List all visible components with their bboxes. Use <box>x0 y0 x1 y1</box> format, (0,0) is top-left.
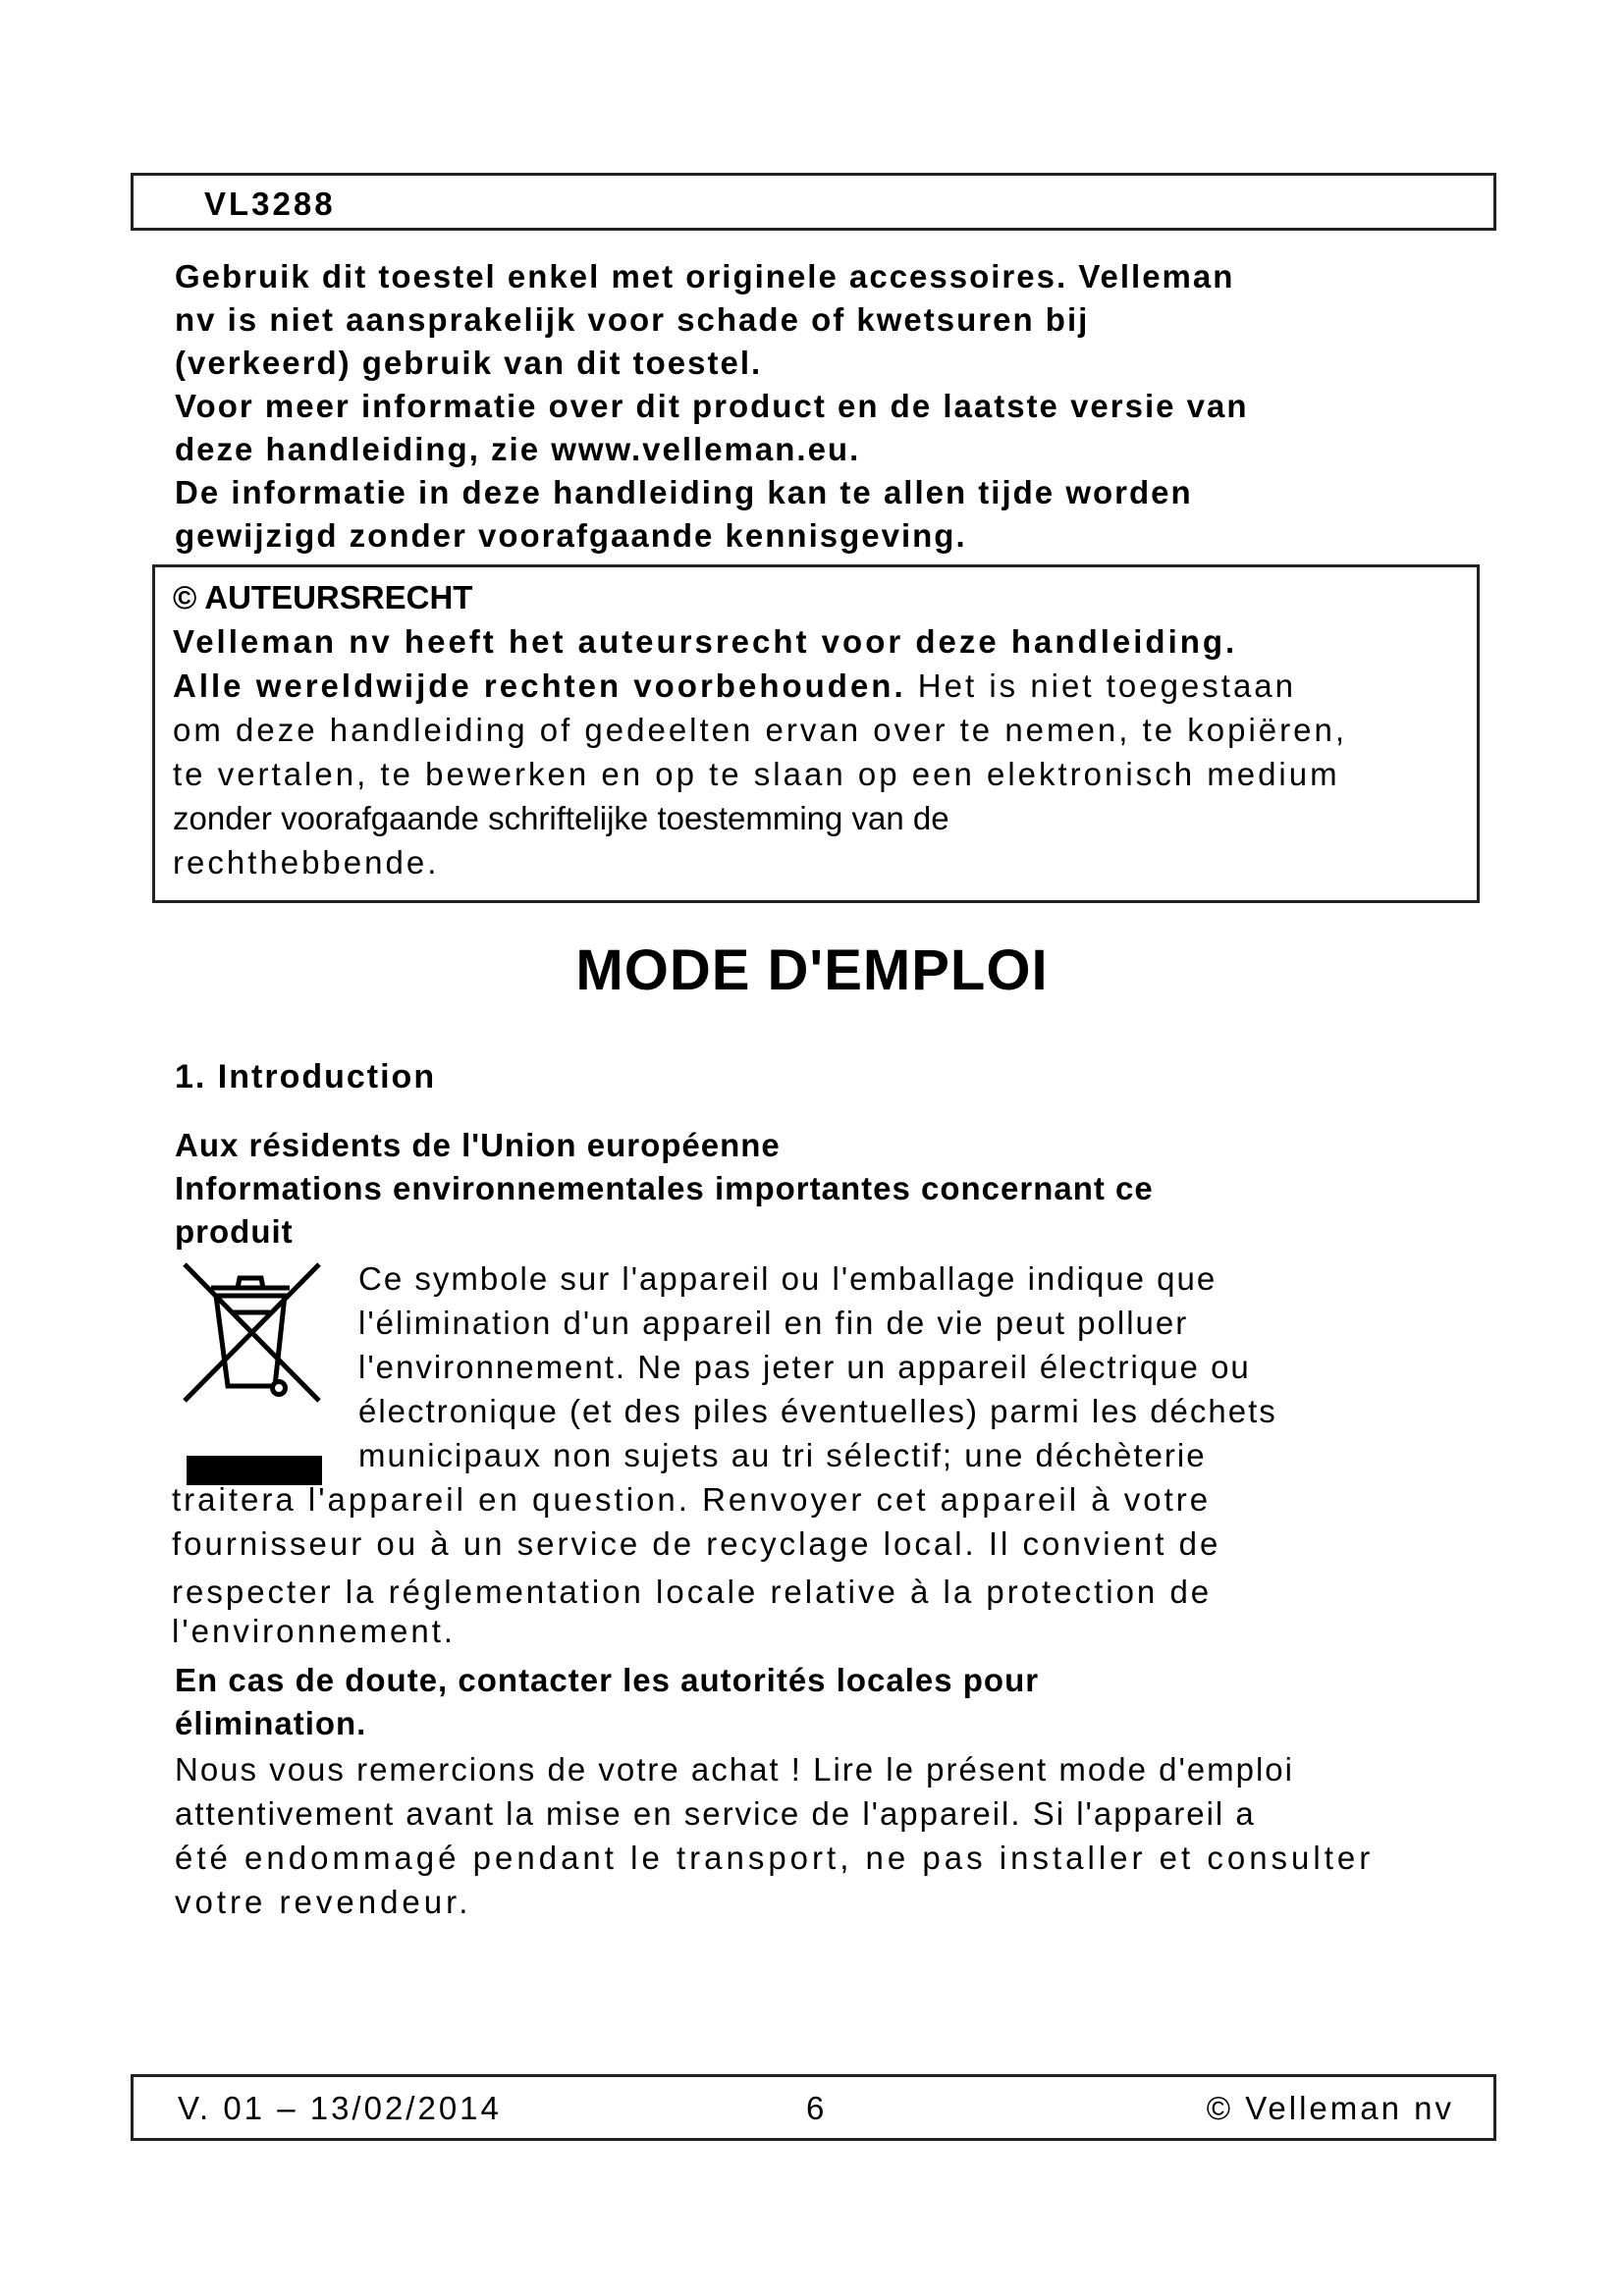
environment-info-heading: Informations environnementales importantes concernant ce <box>175 1170 1154 1206</box>
copyright-rights-reserved: Alle wereldwijde rechten voorbehouden. <box>173 667 906 704</box>
dutch-intro <box>175 255 1481 558</box>
environment-info-heading-cont: produit <box>175 1213 294 1250</box>
footer-version: V. 01 – 13/02/2014 <box>178 2090 502 2126</box>
footer-copyright: © Velleman nv <box>1206 2090 1454 2126</box>
doubt-notice <box>175 1659 1481 1745</box>
dutch-intro-line: De informatie in deze handleiding kan te allen tijde worden <box>175 474 1193 510</box>
symbol-explanation <box>358 1256 1537 1477</box>
symbol-text-line: l'environnement. Ne pas jeter un appareil électrique ou <box>358 1349 1251 1385</box>
disposal-text-line: respecter la réglementation locale relative à la protection de <box>172 1574 1213 1610</box>
header-box <box>131 173 1496 231</box>
thank-you-paragraph <box>175 1747 1579 1924</box>
thanks-line: Nous vous remercions de votre achat ! Lire le présent mode d'emploi <box>175 1751 1294 1788</box>
dutch-intro-line: gewijzigd zonder voorafgaande kennisgeving. <box>175 517 967 554</box>
copyright-rest: Het is niet toegestaan <box>905 667 1296 704</box>
copyright-heading: © AUTEURSRECHT <box>173 579 473 615</box>
eu-residents-heading: Aux résidents de l'Union européenne <box>175 1127 781 1163</box>
copyright-content <box>173 575 1597 884</box>
copyright-line: rechthebbende. <box>173 844 440 881</box>
dutch-intro-line: Gebruik dit toestel enkel met originele accessoires. Velleman <box>175 258 1235 294</box>
copyright-line: te vertalen, te bewerken en op te slaan op een elektronisch medium <box>173 756 1340 792</box>
symbol-text-line: électronique (et des piles éventuelles) parmi les déchets <box>358 1393 1277 1429</box>
weee-crossed-bin-icon <box>177 1258 324 1406</box>
dutch-intro-line: nv is niet aansprakelijk voor schade of kwetsuren bij <box>175 301 1090 338</box>
disposal-text-line: traitera l'appareil en question. Renvoyer cet appareil à votre <box>172 1481 1212 1518</box>
dutch-intro-line: (verkeerd) gebruik van dit toestel. <box>175 345 763 381</box>
section-heading: 1. Introduction <box>175 1058 437 1095</box>
doubt-line: élimination. <box>175 1705 367 1741</box>
thanks-line: été endommagé pendant le transport, ne pas installer et consulter <box>175 1840 1375 1876</box>
disposal-text-line: l'environnement. <box>172 1613 457 1649</box>
page-title: MODE D'EMPLOI <box>575 938 1049 1002</box>
dutch-intro-line: Voor meer informatie over dit product en de laatste versie van <box>175 388 1249 424</box>
thanks-line: attentivement avant la mise en service de l'appareil. Si l'appareil a <box>175 1795 1256 1832</box>
copyright-bold-line: Velleman nv heeft het auteursrecht voor deze handleiding. <box>173 623 1238 660</box>
symbol-text-line: l'élimination d'un appareil en fin de vie peut polluer <box>358 1305 1189 1341</box>
copyright-line <box>173 664 1597 708</box>
dutch-intro-line: deze handleiding, zie www.velleman.eu. <box>175 431 861 467</box>
footer-page-number: 6 <box>806 2090 828 2126</box>
footer <box>131 2074 1496 2141</box>
thanks-line: votre revendeur. <box>175 1884 472 1920</box>
symbol-text-line: Ce symbole sur l'appareil ou l'emballage indique que <box>358 1260 1218 1297</box>
doubt-line: En cas de doute, contacter les autorités locales pour <box>175 1662 1040 1698</box>
symbol-text-line: municipaux non sujets au tri sélectif; une déchèterie <box>358 1437 1207 1473</box>
model-number: VL3288 <box>204 186 336 222</box>
copyright-line: om deze handleiding of gedeelten ervan over te nemen, te kopiëren, <box>173 712 1348 748</box>
eu-residents-block <box>175 1124 1481 1254</box>
copyright-line: zonder voorafgaande schriftelijke toestemming van de <box>173 800 949 836</box>
disposal-continuation <box>172 1477 1576 1649</box>
disposal-text-line: fournisseur ou à un service de recyclage local. Il convient de <box>172 1525 1221 1562</box>
